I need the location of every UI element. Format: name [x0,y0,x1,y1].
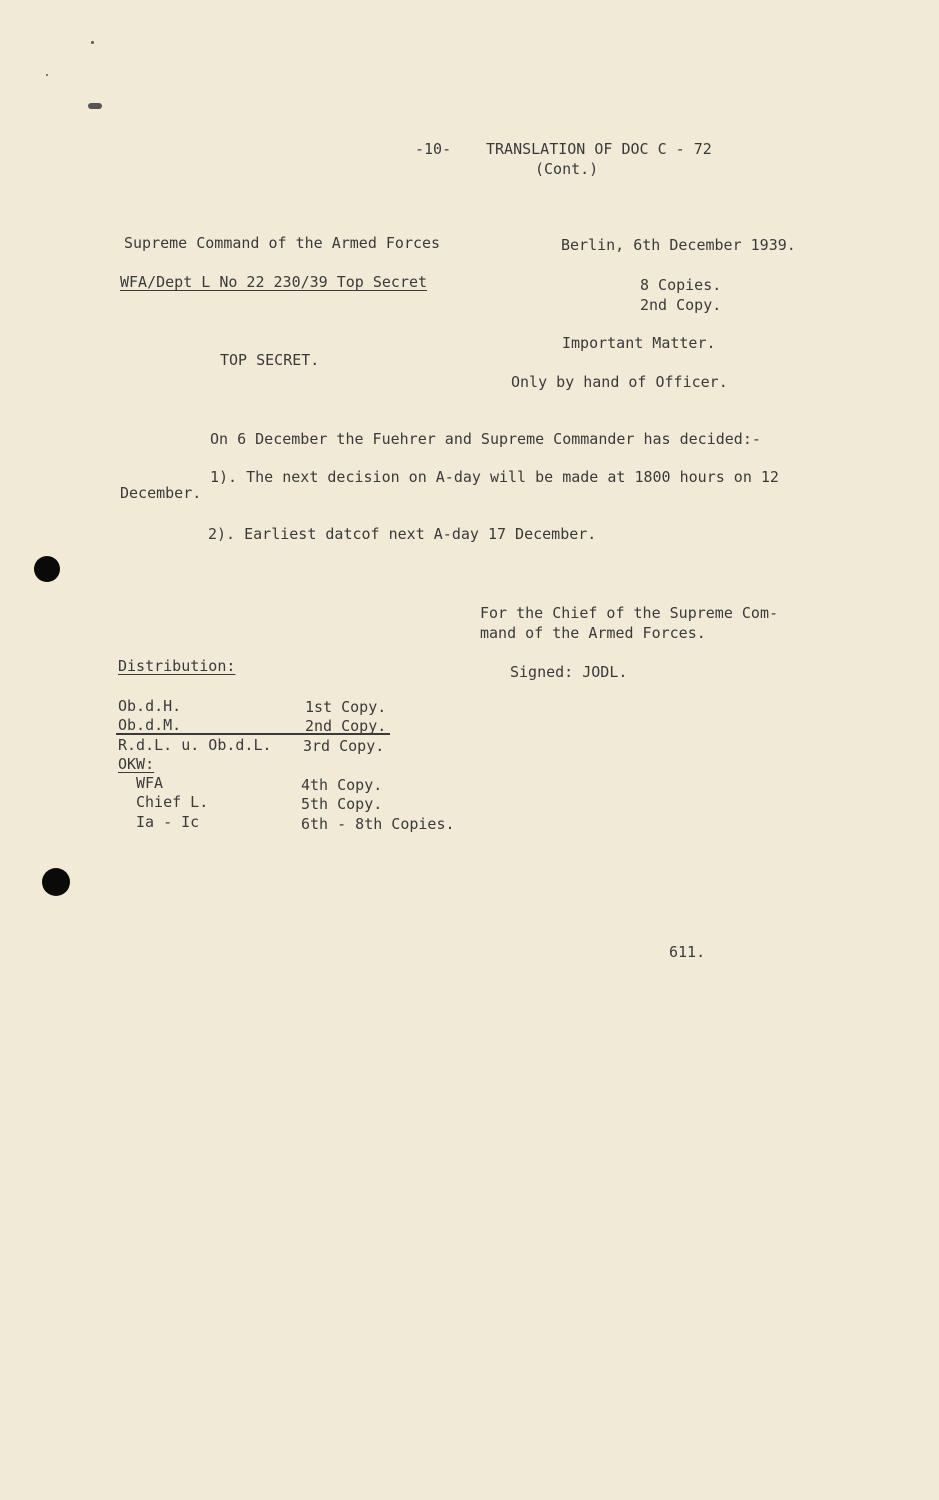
distribution-copy: 4th Copy. [301,776,383,794]
distribution-copy: 1st Copy. [305,698,387,716]
distribution-recipient: Ob.d.M. [118,716,182,734]
signature-line-2: mand of the Armed Forces. [480,624,706,642]
distribution-recipient: Ia - Ic [136,813,200,831]
important-matter: Important Matter. [562,334,716,352]
punch-hole-bottom [42,868,70,896]
paper-speck [46,74,48,76]
page-number-footer: 611. [669,943,706,961]
distribution-recipient: Chief L. [136,793,209,811]
distribution-copy: 6th - 8th Copies. [301,815,455,833]
paper-speck [91,41,94,44]
reference: WFA/Dept L No 22 230/39 Top Secret [120,273,428,291]
handling-instruction: Only by hand of Officer. [511,373,728,391]
issuer: Supreme Command of the Armed Forces [124,234,441,252]
punch-hole-top [34,556,60,582]
distribution-copy: 3rd Copy. [303,737,385,755]
copies-count: 8 Copies. [640,276,722,294]
body-item-2: 2). Earliest datcof next A-day 17 December. [208,525,597,543]
body-item-1-cont: December. [120,484,202,502]
distribution-recipient: Ob.d.H. [118,697,182,715]
distribution-copy: 2nd Copy. [305,717,387,735]
body-item-1: 1). The next decision on A-day will be made at 1800 hours on 12 [210,468,779,486]
distribution-recipient: R.d.L. u. Ob.d.L. [118,736,272,754]
copy-number: 2nd Copy. [640,296,722,314]
distribution-recipient: OKW: [118,755,155,773]
body-intro: On 6 December the Fuehrer and Supreme Commander has decided:- [210,430,761,448]
place-date: Berlin, 6th December 1939. [561,236,796,254]
page-number-header: -10- [415,140,452,158]
signature-line-1: For the Chief of the Supreme Com- [480,604,779,622]
distribution-recipient: WFA [136,774,164,792]
distribution-heading: Distribution: [118,657,236,675]
paper-speck [88,103,102,109]
classification: TOP SECRET. [220,351,320,369]
signed-by: Signed: JODL. [510,663,628,681]
document-title: TRANSLATION OF DOC C - 72 [486,140,712,158]
distribution-copy: 5th Copy. [301,795,383,813]
document-title-cont: (Cont.) [535,160,599,178]
